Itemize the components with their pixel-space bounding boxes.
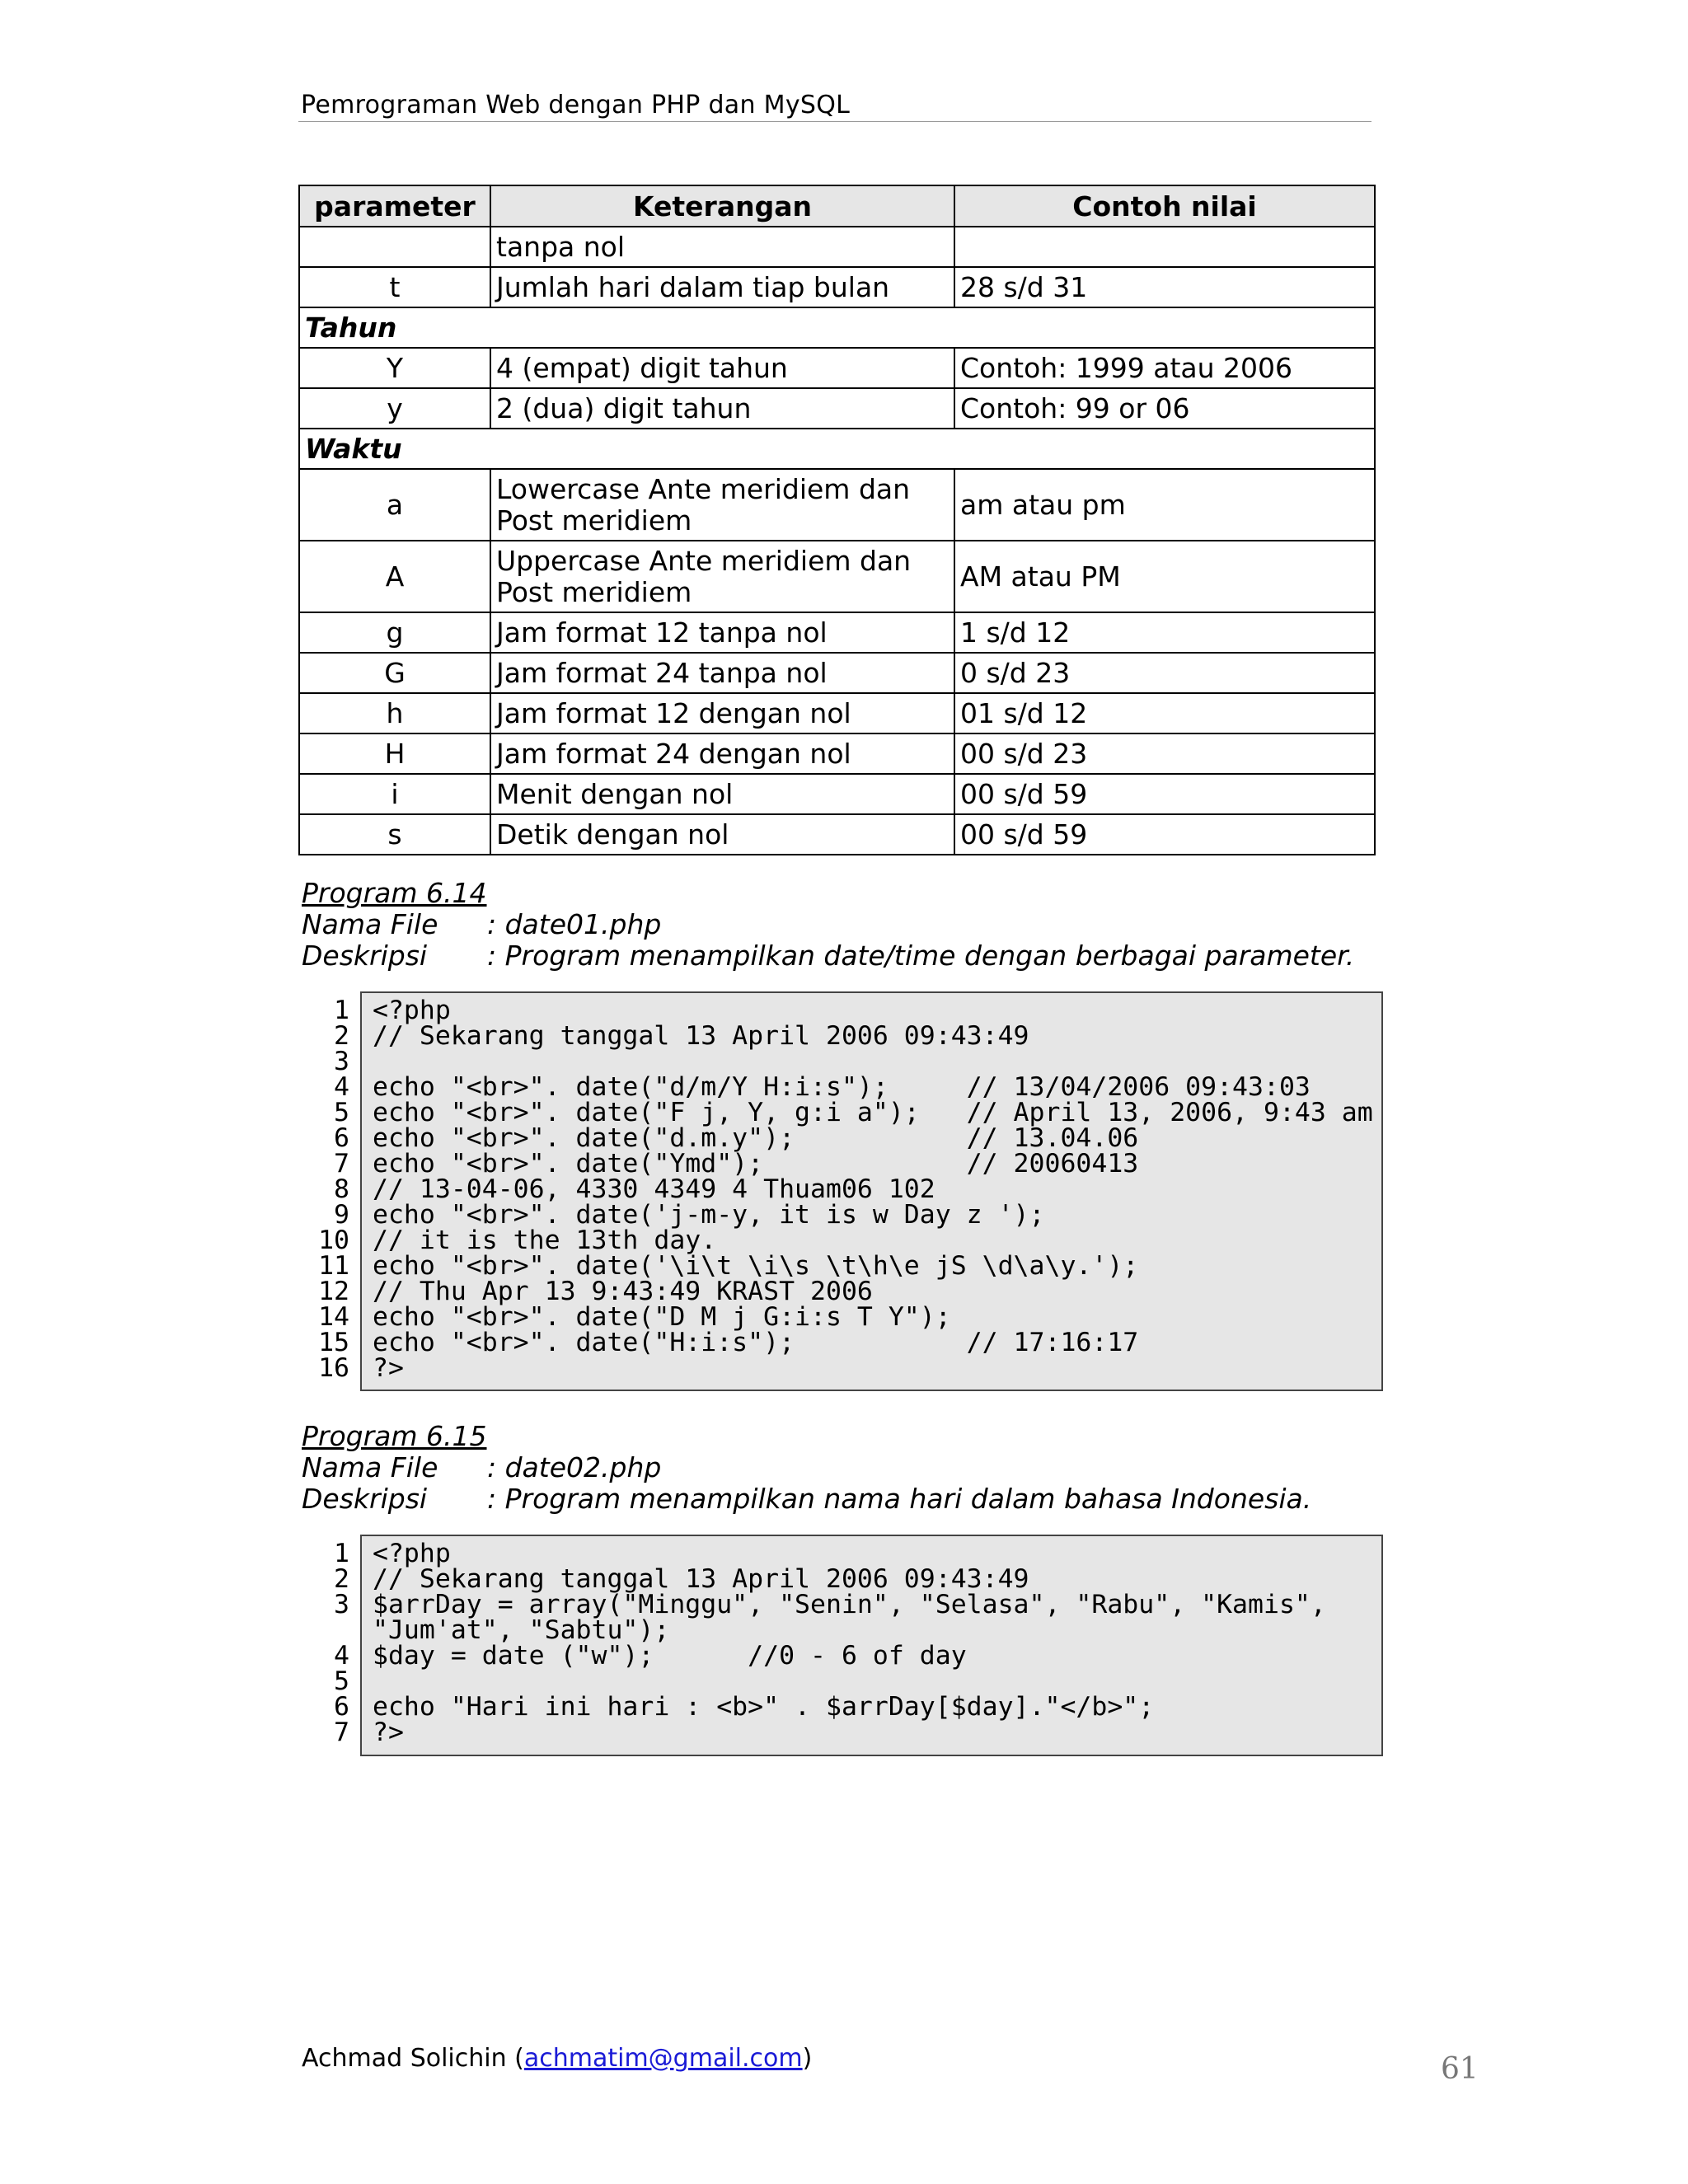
code-text: echo "<br>". date("F j, Y, g:i a"); // April 13, 2006, 9:43 am — [373, 1098, 1373, 1127]
parameter-table — [298, 185, 1376, 855]
description-cell: Menit dengan nol — [490, 774, 954, 814]
header-divider — [298, 121, 1372, 122]
section-label: Waktu — [299, 429, 1375, 469]
code-text: "Jum'at", "Sabtu"); — [373, 1615, 670, 1645]
line-number: 2 — [334, 1564, 349, 1594]
description-cell: 2 (dua) digit tahun — [490, 388, 954, 429]
example-cell: 28 s/d 31 — [954, 267, 1375, 307]
table-row — [299, 612, 1375, 653]
line-number: 2 — [334, 1021, 349, 1051]
column-header: parameter — [299, 185, 490, 227]
code-text: echo "<br>". date("Ymd"); // 20060413 — [373, 1149, 1139, 1179]
file-value: : date01.php — [487, 908, 662, 940]
code-line — [307, 1694, 1326, 1720]
line-number: 4 — [334, 1072, 349, 1102]
description-cell: Jam format 12 tanpa nol — [490, 612, 954, 653]
program-title: Program 6.14 — [302, 877, 487, 909]
description-cell: 4 (empat) digit tahun — [490, 348, 954, 388]
parameter-cell: G — [299, 653, 490, 693]
example-cell: 0 s/d 23 — [954, 653, 1375, 693]
line-number: 14 — [318, 1302, 349, 1332]
table-row — [299, 469, 1375, 541]
code-text: // 13-04-06, 4330 4349 4 Thuam06 102 — [373, 1174, 935, 1204]
line-number: 3 — [334, 1047, 349, 1076]
code-line — [307, 1720, 1326, 1746]
parameter-cell: H — [299, 733, 490, 774]
code-text: echo "<br>". date('j-m-y, it is w Day z '); — [373, 1200, 1045, 1230]
example-cell: am atau pm — [954, 469, 1375, 541]
table-row — [299, 227, 1375, 267]
program-6-14-info — [302, 878, 1354, 972]
code-listing-6-14 — [307, 998, 1373, 1381]
code-text: // it is the 13th day. — [373, 1226, 717, 1255]
line-number: 4 — [334, 1641, 349, 1671]
code-line — [307, 1151, 1373, 1177]
table-row — [299, 348, 1375, 388]
table-row — [299, 653, 1375, 693]
code-line — [307, 1302, 1373, 1332]
code-text: ?> — [373, 1718, 404, 1747]
code-text: $arrDay = array("Minggu", "Senin", "Selasa", "Rabu", "Kamis", — [373, 1590, 1326, 1619]
code-line — [307, 1072, 1373, 1102]
line-number: 7 — [334, 1149, 349, 1179]
description-cell: tanpa nol — [490, 227, 954, 267]
code-text: echo "<br>". date("D M j G:i:s T Y"); — [373, 1302, 951, 1332]
line-number — [307, 1618, 373, 1643]
description-label: Deskripsi — [302, 1483, 428, 1515]
line-number: 15 — [318, 1328, 349, 1357]
line-number: 5 — [334, 1666, 349, 1696]
table-row — [299, 388, 1375, 429]
description-cell: Jam format 12 dengan nol — [490, 693, 954, 733]
code-text: <?php — [373, 1539, 451, 1568]
code-line — [307, 1279, 1373, 1305]
code-line — [307, 1541, 1326, 1567]
column-header: Keterangan — [490, 185, 954, 227]
code-line — [307, 1251, 1373, 1281]
code-line — [307, 1228, 1373, 1254]
code-text: ?> — [373, 1353, 404, 1383]
code-text: // Thu Apr 13 9:43:49 KRAST 2006 — [373, 1277, 873, 1306]
code-text: // Sekarang tanggal 13 April 2006 09:43:49 — [373, 1021, 1029, 1051]
line-number: 3 — [334, 1590, 349, 1619]
example-cell: Contoh: 1999 atau 2006 — [954, 348, 1375, 388]
line-number: 10 — [318, 1226, 349, 1255]
parameter-cell: h — [299, 693, 490, 733]
code-line — [307, 1666, 1326, 1696]
parameter-cell: A — [299, 541, 490, 612]
example-cell: AM atau PM — [954, 541, 1375, 612]
line-number: 16 — [318, 1353, 349, 1383]
file-value: : date02.php — [487, 1451, 662, 1483]
code-line — [307, 1021, 1373, 1051]
description-cell: Uppercase Ante meridiem dan Post meridiem — [490, 541, 954, 612]
line-number: 8 — [334, 1174, 349, 1204]
table-row — [299, 814, 1375, 855]
description-value: : Program menampilkan nama hari dalam bahasa Indonesia. — [487, 1483, 1312, 1515]
code-line — [307, 1564, 1326, 1594]
parameter-cell: s — [299, 814, 490, 855]
footer-author: Achmad Solichin ( — [302, 2044, 524, 2073]
code-text: echo "Hari ini hari : <b>" . $arrDay[$day]."</b>"; — [373, 1692, 1155, 1722]
table-row — [299, 774, 1375, 814]
description-cell: Jam format 24 tanpa nol — [490, 653, 954, 693]
code-text: <?php — [373, 996, 451, 1025]
code-text: echo "<br>". date("d.m.y"); // 13.04.06 — [373, 1123, 1139, 1153]
code-line — [307, 1100, 1373, 1126]
code-line — [307, 1123, 1373, 1153]
code-text: $day = date ("w"); //0 - 6 of day — [373, 1641, 967, 1671]
code-text: // Sekarang tanggal 13 April 2006 09:43:49 — [373, 1564, 1029, 1594]
code-text: echo "<br>". date("d/m/Y H:i:s"); // 13/04/2006 09:43:03 — [373, 1072, 1311, 1102]
section-row — [299, 307, 1375, 348]
example-cell: 1 s/d 12 — [954, 612, 1375, 653]
line-number: 9 — [334, 1200, 349, 1230]
line-number: 6 — [334, 1692, 349, 1722]
code-line — [307, 1643, 1326, 1669]
example-cell — [954, 227, 1375, 267]
table-body — [299, 227, 1375, 855]
parameter-cell: t — [299, 267, 490, 307]
description-cell: Detik dengan nol — [490, 814, 954, 855]
table-row — [299, 541, 1375, 612]
code-line — [307, 1174, 1373, 1204]
line-number: 11 — [318, 1251, 349, 1281]
line-number: 6 — [334, 1123, 349, 1153]
code-line — [307, 1049, 1373, 1075]
program-title: Program 6.15 — [302, 1420, 487, 1452]
table-row — [299, 693, 1375, 733]
code-line — [307, 1202, 1373, 1228]
parameter-cell — [299, 227, 490, 267]
page-header: Pemrograman Web dengan PHP dan MySQL — [301, 91, 851, 120]
line-number: 12 — [318, 1277, 349, 1306]
column-header: Contoh nilai — [954, 185, 1375, 227]
code-line — [307, 1353, 1373, 1383]
code-line — [307, 1615, 1326, 1645]
code-line — [307, 998, 1373, 1024]
line-number: 7 — [334, 1718, 349, 1747]
program-6-15-info — [302, 1421, 1311, 1515]
section-label: Tahun — [299, 307, 1375, 348]
parameter-cell: i — [299, 774, 490, 814]
example-cell: 00 s/d 59 — [954, 814, 1375, 855]
description-value: : Program menampilkan date/time dengan berbagai parameter. — [487, 940, 1355, 972]
code-line — [307, 1592, 1326, 1618]
section-row — [299, 429, 1375, 469]
description-cell: Lowercase Ante meridiem dan Post meridiem — [490, 469, 954, 541]
parameter-cell: a — [299, 469, 490, 541]
table-row — [299, 733, 1375, 774]
table-row — [299, 267, 1375, 307]
footer — [302, 2044, 812, 2073]
file-label: Nama File — [302, 1451, 438, 1483]
line-number: 5 — [334, 1098, 349, 1127]
parameter-cell: y — [299, 388, 490, 429]
parameter-cell: g — [299, 612, 490, 653]
author-email-link[interactable]: achmatim@gmail.com — [523, 2044, 803, 2073]
example-cell: Contoh: 99 or 06 — [954, 388, 1375, 429]
page-number: 61 — [1441, 2052, 1479, 2086]
code-listing-6-15 — [307, 1541, 1326, 1746]
table-header-row — [299, 185, 1375, 227]
line-number: 1 — [334, 1539, 349, 1568]
parameter-cell: Y — [299, 348, 490, 388]
line-number: 1 — [334, 996, 349, 1025]
description-cell: Jumlah hari dalam tiap bulan — [490, 267, 954, 307]
description-label: Deskripsi — [302, 940, 428, 972]
code-text: echo "<br>". date('\i\t \i\s \t\h\e jS \d\a\y.'); — [373, 1251, 1139, 1281]
footer-close-paren: ) — [802, 2044, 813, 2073]
file-label: Nama File — [302, 908, 438, 940]
example-cell: 00 s/d 59 — [954, 774, 1375, 814]
code-text: echo "<br>". date("H:i:s"); // 17:16:17 — [373, 1328, 1139, 1357]
example-cell: 00 s/d 23 — [954, 733, 1375, 774]
code-line — [307, 1330, 1373, 1356]
description-cell: Jam format 24 dengan nol — [490, 733, 954, 774]
example-cell: 01 s/d 12 — [954, 693, 1375, 733]
